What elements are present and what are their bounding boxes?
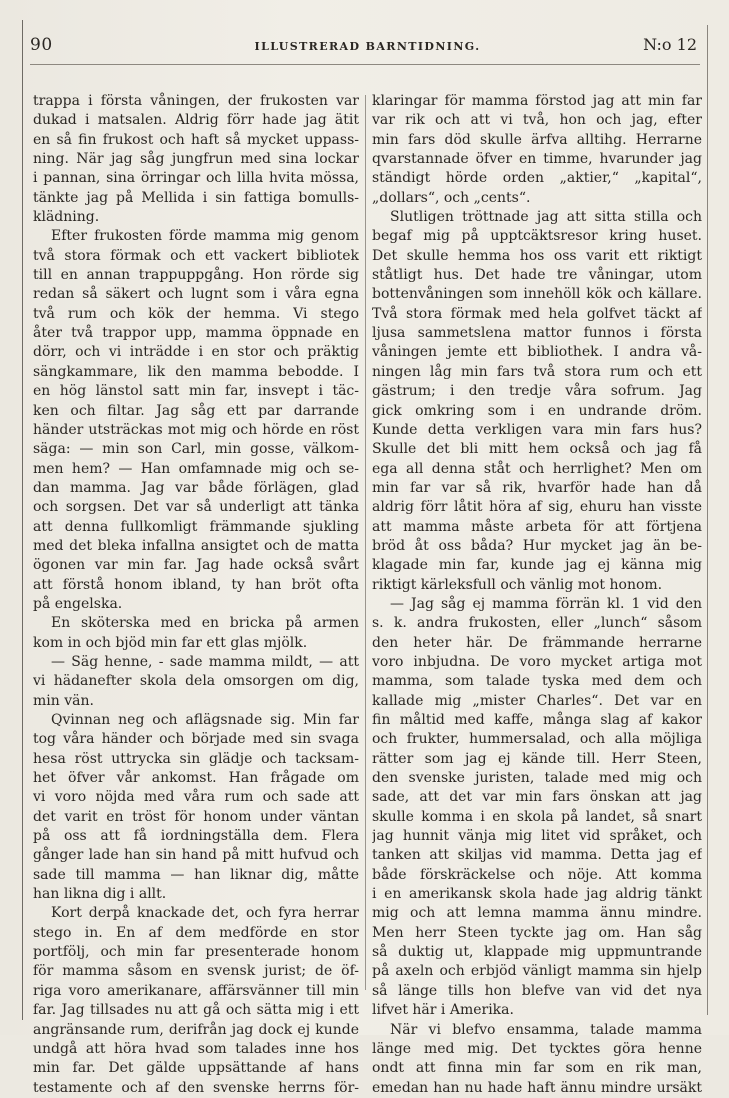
page-header <box>30 35 705 57</box>
text-line: han likna dig i allt. <box>33 886 167 903</box>
text-line: klagade min far, kunde jag ej känna mig <box>372 557 702 574</box>
text-line: En sköterska med en bricka på armen <box>51 615 359 632</box>
text-line: Kunde detta verkligen vara min fars hus? <box>372 421 702 438</box>
text-line: Det skulle hemma hos oss varit ett riktigt <box>372 247 702 264</box>
text-line: en hög länstol satt min far, insvept i täc- <box>33 383 359 400</box>
text-line: hesa röst uttrycka sin glädje och tacksam- <box>33 750 359 767</box>
text-line: var rik och att vi två, hon och jag, efter <box>372 112 702 129</box>
text-line: klädning. <box>33 209 100 226</box>
text-line: sade till mamma — han liknar dig, måtte <box>33 866 359 883</box>
text-line: och frukter, hummersalad, och alla möjliga <box>372 731 702 748</box>
text-line: att mamma måste arbeta för att förtjena <box>372 518 702 535</box>
text-line: När vi blefvo ensamma, talade mamma <box>390 1021 702 1038</box>
text-line: ögonen var min far. Jag hade också svårt <box>33 557 359 574</box>
text-line: ega all denna ståt och herrlighet? Men om <box>372 460 702 477</box>
text-line: ständigt hörde orden „aktier,“ „kapital“, <box>372 170 702 187</box>
issue-number: N:o 12 <box>643 35 697 54</box>
text-line: jag hunnit vänja mig litet vid språket, och <box>372 828 702 845</box>
text-line: undgå att höra hvad som talades inne hos <box>33 1040 359 1057</box>
text-line: men hem? — Han omfamnade mig och se- <box>33 460 359 477</box>
text-line: far. Jag tillsades nu att gå och sätta mig i ett <box>33 1002 359 1019</box>
text-line: qvarstannade öfver en timme, hvarunder jag <box>372 151 702 168</box>
text-line: min vän. <box>33 692 94 709</box>
text-line: tänkte jag på Mellida i sin fattiga bomulls- <box>33 189 359 206</box>
text-line: ståtligt hus. Det hade tre våningar, utom <box>372 267 702 284</box>
text-line: gånger lade han sin hand på mitt hufvud och <box>33 847 359 864</box>
text-line: i en amerikansk skola hade jag aldrig tänkt <box>372 886 702 903</box>
text-line: ningen låg min fars två stora rum och ett <box>372 363 702 380</box>
text-line: angränsande rum, derifrån jag dock ej kunde <box>33 1021 359 1038</box>
text-line: skulle komma i en skola på landet, så snart <box>372 808 702 825</box>
text-line: på engelska. <box>33 595 123 612</box>
text-line: mamma, som talade tyska med dem och <box>372 673 702 690</box>
text-line: mig och att lemna mamma ännu mindre. <box>372 905 702 922</box>
text-line: min far. Det gälde uppsättande af hans <box>33 1060 359 1077</box>
text-line: en så fin frukost och haft så mycket uppass- <box>33 131 359 148</box>
text-line: lifvet här i Amerika. <box>372 1002 514 1019</box>
text-line: våningen jemte ett bibliothek. I andra vå- <box>372 344 702 361</box>
text-line: två rum och kök der hemma. Vi stego <box>33 305 359 322</box>
text-line: begaf mig på upptcäktsresor kring huset. <box>372 228 702 245</box>
text-line: Men herr Steen tyckte jag om. Han såg <box>372 924 702 941</box>
text-line: min far var så rik, hvarför hade han då <box>372 479 702 496</box>
text-line: Kort derpå knackade det, och fyra herrar <box>51 905 359 922</box>
text-line: bröd åt oss båda? Hur mycket jag än be- <box>372 537 702 554</box>
text-line: att förstå honom ibland, ty han bröt ofta <box>33 576 359 593</box>
text-line: ken och filtar. Jag såg ett par darrande <box>33 402 359 419</box>
text-line: het öfver vår ankomst. Han frågade om <box>33 770 359 787</box>
text-line: vi hädanefter skola dela omsorgen om dig, <box>33 673 359 690</box>
text-line: trappa i första våningen, der frukosten var <box>33 93 359 109</box>
text-line: stego in. En af dem medförde en stor <box>33 924 359 941</box>
text-line: Skulle det bli mitt hem också och jag få <box>372 441 702 458</box>
text-line: den heter här. De främmande herrarne <box>372 634 702 651</box>
text-line: riktigt kärleksfull och vänlig mot honom. <box>372 576 663 593</box>
text-line: gästrum; i den tredje våra sofrum. Jag <box>372 383 702 400</box>
text-line: dörr, och vi inträdde i en stor och präktig <box>33 344 359 361</box>
text-line: ning. När jag såg jungfrun med sina lockar <box>33 151 359 168</box>
text-line: dukad i matsalen. Aldrig förr hade jag ätit <box>33 112 359 129</box>
page-number: 90 <box>30 35 53 55</box>
text-line: på oss att få iordningställa dem. Flera <box>33 828 359 845</box>
text-line: ondt att finna min far som en rik man, <box>372 1060 702 1077</box>
text-line: Efter frukosten förde mamma mig genom <box>51 228 359 245</box>
text-line: min fars död skulle ärfva alltihg. Herrarne <box>372 131 702 148</box>
text-line: klaringar för mamma förstod jag att min far <box>372 93 702 109</box>
text-line: Slutligen tröttnade jag att sitta stilla och <box>390 209 702 226</box>
text-line: att denna fullkomligt främmande sjukling <box>33 518 359 535</box>
text-line: testamente och af den svenske herrns för- <box>33 1079 359 1096</box>
text-line: voro inbjudna. De voro mycket artiga mot <box>372 653 702 670</box>
text-line: redan så säkert och lugnt som i våra egna <box>33 286 359 303</box>
text-line: länge med mig. Det tycktes göra henne <box>372 1040 702 1057</box>
text-line: vi voro nöjda med våra rum och sade att <box>33 789 359 806</box>
text-line: det varit en tröst för honom under väntan <box>33 808 359 825</box>
text-line: i pannan, sina örringar och lilla hvita mössa, <box>33 170 359 187</box>
text-line: till en annan trappuppgång. Hon rörde sig <box>33 267 359 284</box>
text-line: Två stora förmak med hela golfvet täckt af <box>372 305 702 322</box>
text-line: tanken att skiljas vid mamma. Detta jag ef <box>372 847 702 864</box>
text-line: gick omkring som i en undrande dröm. <box>372 402 702 419</box>
header-rule <box>30 64 700 65</box>
text-line: sängkammare, lik den mamma bebodde. I <box>33 363 359 380</box>
text-line: aldrig förr låtit höra af sig, ehuru han visste <box>372 499 702 516</box>
text-line: på axeln och erbjöd vänligt mamma sin hjelp <box>372 963 702 980</box>
text-line: riga voro amerikanare, affärsvänner till min <box>33 982 359 999</box>
left-text-column <box>33 92 359 1098</box>
text-line: åter två trappor upp, mamma öppnade en <box>33 325 359 342</box>
text-line: dan mamma. Jag var både förlägen, glad <box>33 479 359 496</box>
text-line: — Säg henne, - sade mamma mildt, — att <box>51 653 359 670</box>
column-divider <box>365 95 366 990</box>
text-line: emedan han nu hade haft ännu mindre ursäkt <box>372 1079 702 1096</box>
text-line: fin måltid med kaffe, många slag af kakor <box>372 712 702 728</box>
text-line: bottenvåningen som innehöll kök och källare. <box>372 286 702 303</box>
page-right-border <box>707 25 708 1015</box>
text-line: „dollars“, och „cents“. <box>372 189 531 206</box>
text-line: ljusa sammetslena mattor funnos i första <box>372 325 702 342</box>
text-line: sade, att det var min fars önskan att jag <box>372 789 702 806</box>
text-line: tog våra händer och började med sin svaga <box>33 731 359 748</box>
text-line: och sorgsen. Det var så underligt att tänka <box>33 499 359 516</box>
text-line: kallade mig „mister Charles“. Det var en <box>372 692 702 709</box>
text-line: både förskräckelse och nöje. Att komma <box>372 866 702 883</box>
text-line: med det bleka infallna ansigtet och de matta <box>33 537 359 554</box>
running-title: ILLUSTRERAD BARNTIDNING. <box>254 40 481 53</box>
text-line: så duktig ut, klappade mig uppmuntrande <box>372 944 702 961</box>
text-line: så länge tills hon blefve van vid det nya <box>372 982 702 999</box>
text-line: den svenske juristen, talade med mig och <box>372 770 702 787</box>
text-line: säga: — min son Carl, min gosse, välkom- <box>33 441 359 458</box>
text-line: händer utsträckas mot mig och hörde en röst <box>33 421 359 438</box>
text-line: portfölj, och min far presenterade honom <box>33 944 359 961</box>
text-line: kom in och bjöd min far ett glas mjölk. <box>33 634 308 651</box>
text-line: — Jag såg ej mamma förrän kl. 1 vid den <box>390 595 702 612</box>
text-line: Qvinnan neg och aflägsnade sig. Min far <box>51 712 359 728</box>
text-line: s. k. andra frukosten, eller „lunch“ såsom <box>372 615 702 632</box>
text-line: för mamma såsom en svensk jurist; de öf- <box>33 963 359 980</box>
right-text-column <box>372 92 702 1098</box>
page-left-border <box>22 20 23 1020</box>
text-line: rätter som jag ej kände till. Herr Steen, <box>372 750 702 767</box>
text-line: två stora förmak och ett vackert bibliotek <box>33 247 359 264</box>
